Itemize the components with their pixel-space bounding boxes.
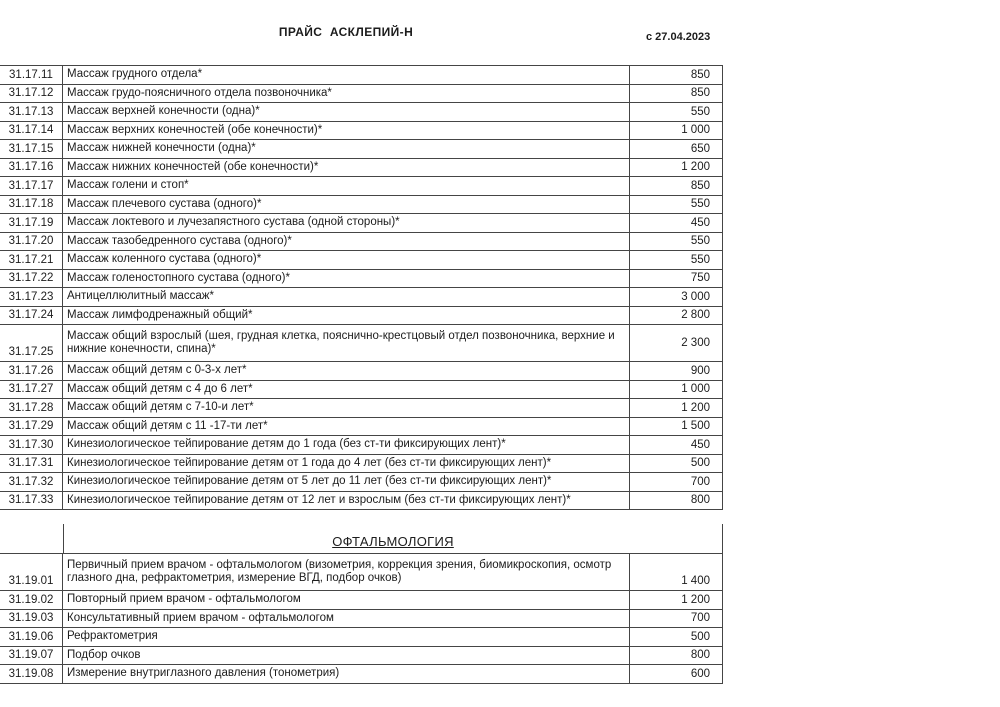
table-row bbox=[0, 325, 723, 362]
row-code: 31.17.22 bbox=[0, 270, 63, 288]
page-title: ПРАЙС АСКЛЕПИЙ-Н bbox=[278, 25, 414, 39]
table-row bbox=[0, 307, 723, 326]
table-row bbox=[0, 554, 723, 591]
table-row bbox=[0, 418, 723, 437]
row-code: 31.19.08 bbox=[0, 665, 63, 683]
row-description: Антицеллюлитный массаж* bbox=[63, 288, 630, 306]
row-price: 850 bbox=[630, 177, 723, 195]
row-code: 31.17.23 bbox=[0, 288, 63, 306]
row-price: 1 000 bbox=[630, 122, 723, 140]
row-description: Измерение внутриглазного давления (тонометрия) bbox=[63, 665, 630, 683]
row-price: 450 bbox=[630, 436, 723, 454]
row-description: Массаж голени и стоп* bbox=[63, 177, 630, 195]
table-row bbox=[0, 140, 723, 159]
row-description: Массаж общий детям с 0-3-х лет* bbox=[63, 362, 630, 380]
table-row bbox=[0, 251, 723, 270]
row-price: 700 bbox=[630, 473, 723, 491]
row-price: 850 bbox=[630, 85, 723, 103]
row-code: 31.17.12 bbox=[0, 85, 63, 103]
table-row bbox=[0, 399, 723, 418]
row-price: 900 bbox=[630, 362, 723, 380]
table-row bbox=[0, 177, 723, 196]
row-code: 31.17.27 bbox=[0, 381, 63, 399]
table-row bbox=[0, 288, 723, 307]
section-header-cell bbox=[63, 524, 723, 553]
row-code: 31.19.01 bbox=[0, 554, 63, 590]
table-row bbox=[0, 492, 723, 511]
row-code: 31.17.11 bbox=[0, 66, 63, 84]
table-row bbox=[0, 473, 723, 492]
row-price: 600 bbox=[630, 665, 723, 683]
table-row bbox=[0, 362, 723, 381]
row-price: 800 bbox=[630, 492, 723, 510]
row-price: 650 bbox=[630, 140, 723, 158]
table-row bbox=[0, 103, 723, 122]
row-code: 31.17.14 bbox=[0, 122, 63, 140]
row-price: 550 bbox=[630, 233, 723, 251]
row-description: Массаж тазобедренного сустава (одного)* bbox=[63, 233, 630, 251]
row-price: 1 400 bbox=[630, 554, 723, 590]
table-row bbox=[0, 665, 723, 684]
row-price: 750 bbox=[630, 270, 723, 288]
row-price: 550 bbox=[630, 251, 723, 269]
table-row bbox=[0, 628, 723, 647]
row-price: 1 200 bbox=[630, 591, 723, 609]
table-row bbox=[0, 122, 723, 141]
table-row bbox=[0, 610, 723, 629]
row-code: 31.19.07 bbox=[0, 647, 63, 665]
table-row bbox=[0, 270, 723, 289]
section-header-spacer bbox=[0, 524, 63, 553]
row-code: 31.19.02 bbox=[0, 591, 63, 609]
row-price: 2 800 bbox=[630, 307, 723, 325]
row-description: Массаж нижней конечности (одна)* bbox=[63, 140, 630, 158]
row-price: 450 bbox=[630, 214, 723, 232]
row-code: 31.17.15 bbox=[0, 140, 63, 158]
row-description: Массаж верхних конечностей (обе конечности)* bbox=[63, 122, 630, 140]
row-price: 3 000 bbox=[630, 288, 723, 306]
effective-date: с 27.04.2023 bbox=[646, 31, 711, 43]
row-price: 550 bbox=[630, 103, 723, 121]
row-description: Кинезиологическое тейпирование детям от 12 лет и взрослым (без ст-ти фиксирующих лент)* bbox=[63, 492, 630, 510]
row-description: Рефрактометрия bbox=[63, 628, 630, 646]
row-code: 31.17.19 bbox=[0, 214, 63, 232]
row-description: Массаж нижних конечностей (обе конечности)* bbox=[63, 159, 630, 177]
row-code: 31.17.25 bbox=[0, 325, 63, 361]
section-title: ОФТАЛЬМОЛОГИЯ bbox=[332, 534, 454, 549]
row-description: Массаж коленного сустава (одного)* bbox=[63, 251, 630, 269]
row-code: 31.17.13 bbox=[0, 103, 63, 121]
row-price: 1 200 bbox=[630, 159, 723, 177]
row-code: 31.17.32 bbox=[0, 473, 63, 491]
row-description: Кинезиологическое тейпирование детям от 1 года до 4 лет (без ст-ти фиксирующих лент)* bbox=[63, 455, 630, 473]
row-price: 1 000 bbox=[630, 381, 723, 399]
table-row bbox=[0, 455, 723, 474]
row-code: 31.17.20 bbox=[0, 233, 63, 251]
table-row bbox=[0, 66, 723, 85]
row-price: 800 bbox=[630, 647, 723, 665]
row-price: 500 bbox=[630, 455, 723, 473]
table-row bbox=[0, 381, 723, 400]
table-row bbox=[0, 214, 723, 233]
row-description: Массаж голеностопного сустава (одного)* bbox=[63, 270, 630, 288]
row-description: Массаж общий детям с 7-10-и лет* bbox=[63, 399, 630, 417]
row-description: Массаж грудо-поясничного отдела позвоночника* bbox=[63, 85, 630, 103]
row-price: 700 bbox=[630, 610, 723, 628]
row-code: 31.17.30 bbox=[0, 436, 63, 454]
row-code: 31.17.26 bbox=[0, 362, 63, 380]
row-code: 31.17.28 bbox=[0, 399, 63, 417]
section-header-row bbox=[0, 524, 723, 553]
row-code: 31.17.31 bbox=[0, 455, 63, 473]
row-description: Массаж общий детям с 4 до 6 лет* bbox=[63, 381, 630, 399]
table-row bbox=[0, 196, 723, 215]
massage-price-table bbox=[0, 65, 723, 510]
row-code: 31.17.33 bbox=[0, 492, 63, 510]
row-code: 31.17.24 bbox=[0, 307, 63, 325]
row-price: 500 bbox=[630, 628, 723, 646]
row-description: Массаж верхней конечности (одна)* bbox=[63, 103, 630, 121]
ophthalmology-price-table bbox=[0, 553, 723, 684]
row-code: 31.17.16 bbox=[0, 159, 63, 177]
row-description: Массаж плечевого сустава (одного)* bbox=[63, 196, 630, 214]
row-code: 31.17.18 bbox=[0, 196, 63, 214]
row-description: Подбор очков bbox=[63, 647, 630, 665]
row-description: Кинезиологическое тейпирование детям от 5 лет до 11 лет (без ст-ти фиксирующих лент)* bbox=[63, 473, 630, 491]
row-code: 31.17.29 bbox=[0, 418, 63, 436]
row-price: 550 bbox=[630, 196, 723, 214]
table-row bbox=[0, 233, 723, 252]
row-code: 31.17.17 bbox=[0, 177, 63, 195]
row-description: Повторный прием врачом - офтальмологом bbox=[63, 591, 630, 609]
row-description: Массаж лимфодренажный общий* bbox=[63, 307, 630, 325]
row-description: Массаж общий взрослый (шея, грудная клетка, пояснично-крестцовый отдел позвоночника, верхние и нижние конечности, спина)* bbox=[63, 325, 630, 361]
row-description: Массаж локтевого и лучезапястного сустава (одной стороны)* bbox=[63, 214, 630, 232]
row-description: Массаж общий детям с 11 -17-ти лет* bbox=[63, 418, 630, 436]
row-description: Консультативный прием врачом - офтальмологом bbox=[63, 610, 630, 628]
table-row bbox=[0, 159, 723, 178]
row-price: 2 300 bbox=[630, 325, 723, 361]
row-code: 31.19.03 bbox=[0, 610, 63, 628]
row-price: 1 200 bbox=[630, 399, 723, 417]
row-code: 31.19.06 bbox=[0, 628, 63, 646]
row-description: Кинезиологическое тейпирование детям до 1 года (без ст-ти фиксирующих лент)* bbox=[63, 436, 630, 454]
row-price: 1 500 bbox=[630, 418, 723, 436]
table-row bbox=[0, 591, 723, 610]
row-description: Первичный прием врачом - офтальмологом (визометрия, коррекция зрения, биомикроскопия, осмотр глазного дна, рефрактометрия, измерение ВГД, подбор очков) bbox=[63, 554, 630, 590]
table-row bbox=[0, 85, 723, 104]
row-price: 850 bbox=[630, 66, 723, 84]
table-row bbox=[0, 647, 723, 666]
table-row bbox=[0, 436, 723, 455]
row-code: 31.17.21 bbox=[0, 251, 63, 269]
row-description: Массаж грудного отдела* bbox=[63, 66, 630, 84]
